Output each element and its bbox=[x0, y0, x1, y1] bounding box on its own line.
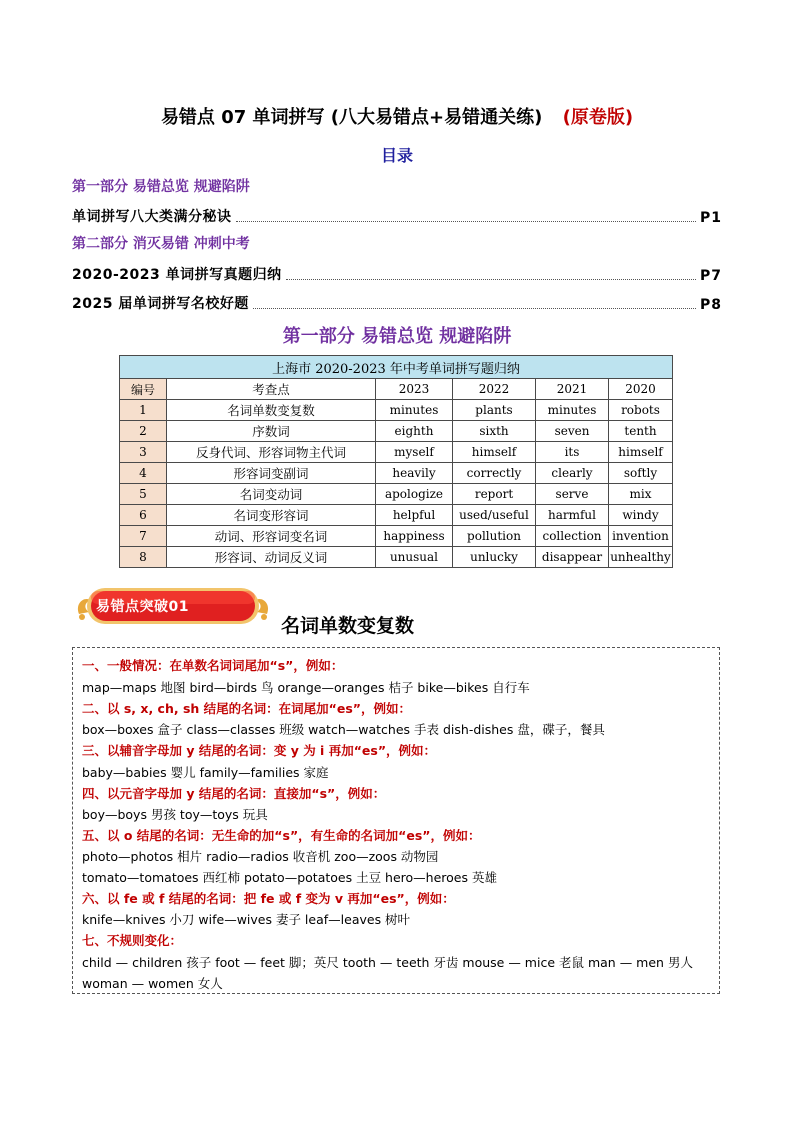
table-row: 3 反身代词、形容词物主代词 myself himself its himself bbox=[120, 442, 673, 463]
header-cell: 2021 bbox=[536, 379, 609, 400]
toc-part-heading: 第一部分 易错总览 规避陷阱 bbox=[72, 179, 250, 195]
toc-entry[interactable] bbox=[72, 262, 722, 284]
topic-badge-label: 易错点突破01 bbox=[96, 599, 189, 615]
table-row: 4 形容词变副词 heavily correctly clearly softly bbox=[120, 463, 673, 484]
table-header-row bbox=[120, 379, 673, 400]
rule-example: child — children 孩子 foot — feet 脚；英尺 tooth — teeth 牙齿 mouse — mice 老鼠 man — men 男人 bbox=[82, 955, 693, 970]
toc-entry-text: 2025 届单词拼写名校好题 bbox=[72, 296, 249, 312]
toc-entry-page: P8 bbox=[699, 297, 722, 313]
toc-entry-page: P7 bbox=[699, 268, 722, 284]
toc-entry-text: 单词拼写八大类满分秘诀 bbox=[72, 209, 232, 225]
section-heading: 第一部分 易错总览 规避陷阱 bbox=[282, 326, 512, 347]
table-row: 1 名词单数变复数 minutes plants minutes robots bbox=[120, 400, 673, 421]
title-main: 易错点 07 单词拼写 (八大易错点+易错通关练) bbox=[160, 107, 543, 128]
rule-example: map—maps 地图 bird—birds 鸟 orange—oranges 桔子 bike—bikes 自行车 bbox=[82, 680, 530, 695]
rule-example: knife—knives 小刀 wife—wives 妻子 leaf—leaves 树叶 bbox=[82, 912, 411, 927]
toc-leader-dots bbox=[236, 221, 696, 222]
header-cell: 2022 bbox=[453, 379, 536, 400]
rule-heading: 七、不规则变化： bbox=[82, 933, 183, 948]
toc-leader-dots bbox=[253, 308, 696, 309]
header-cell: 编号 bbox=[120, 379, 167, 400]
header-cell: 2023 bbox=[376, 379, 453, 400]
toc-part-heading: 第二部分 消灭易错 冲刺中考 bbox=[72, 236, 250, 252]
header-cell: 2020 bbox=[609, 379, 673, 400]
toc-entry-page: P1 bbox=[699, 210, 722, 226]
topic-title: 名词单数变复数 bbox=[281, 615, 415, 637]
toc-entry[interactable] bbox=[72, 291, 722, 313]
rule-heading: 二、以 s, x, ch, sh 结尾的名词：在词尾加“es”，例如： bbox=[82, 701, 412, 716]
exam-summary-table bbox=[119, 355, 673, 568]
rule-heading: 三、以辅音字母加 y 结尾的名词：变 y 为 i 再加“es”，例如： bbox=[82, 743, 437, 758]
rule-example: baby—babies 婴儿 family—families 家庭 bbox=[82, 765, 329, 780]
table-row: 7 动词、形容词变名词 happiness pollution collection invention bbox=[120, 526, 673, 547]
table-row: 5 名词变动词 apologize report serve mix bbox=[120, 484, 673, 505]
rule-example: tomato—tomatoes 西红柿 potato—potatoes 土豆 hero—heroes 英雄 bbox=[82, 870, 497, 885]
toc-heading: 目录 bbox=[380, 146, 413, 165]
toc-leader-dots bbox=[286, 279, 696, 280]
table-row: 6 名词变形容词 helpful used/useful harmful windy bbox=[120, 505, 673, 526]
rule-heading: 四、以元音字母加 y 结尾的名词：直接加“s”，例如： bbox=[82, 786, 386, 801]
toc-entry[interactable] bbox=[72, 204, 722, 226]
rule-heading: 一、一般情况：在单数名词词尾加“s”，例如： bbox=[82, 658, 344, 673]
table-row: 8 形容词、动词反义词 unusual unlucky disappear unhealthy bbox=[120, 547, 673, 568]
document-title bbox=[0, 103, 794, 129]
rule-example: photo—photos 相片 radio—radios 收音机 zoo—zoos 动物园 bbox=[82, 849, 439, 864]
rule-heading: 五、以 o 结尾的名词：无生命的加“s”，有生命的名词加“es”，例如： bbox=[82, 828, 481, 843]
title-variant: (原卷版) bbox=[562, 107, 634, 128]
table-caption: 上海市 2020-2023 年中考单词拼写题归纳 bbox=[120, 356, 673, 379]
rule-example: boy—boys 男孩 toy—toys 玩具 bbox=[82, 807, 268, 822]
rule-example: woman — women 女人 bbox=[82, 976, 223, 991]
rule-example: box—boxes 盒子 class—classes 班级 watch—watches 手表 dish-dishes 盘，碟子，餐具 bbox=[82, 722, 605, 737]
rule-heading: 六、以 fe 或 f 结尾的名词：把 fe 或 f 变为 v 再加“es”，例如： bbox=[82, 891, 455, 906]
toc-entry-text: 2020-2023 单词拼写真题归纳 bbox=[72, 267, 282, 283]
header-cell: 考查点 bbox=[167, 379, 376, 400]
table-row: 2 序数词 eighth sixth seven tenth bbox=[120, 421, 673, 442]
